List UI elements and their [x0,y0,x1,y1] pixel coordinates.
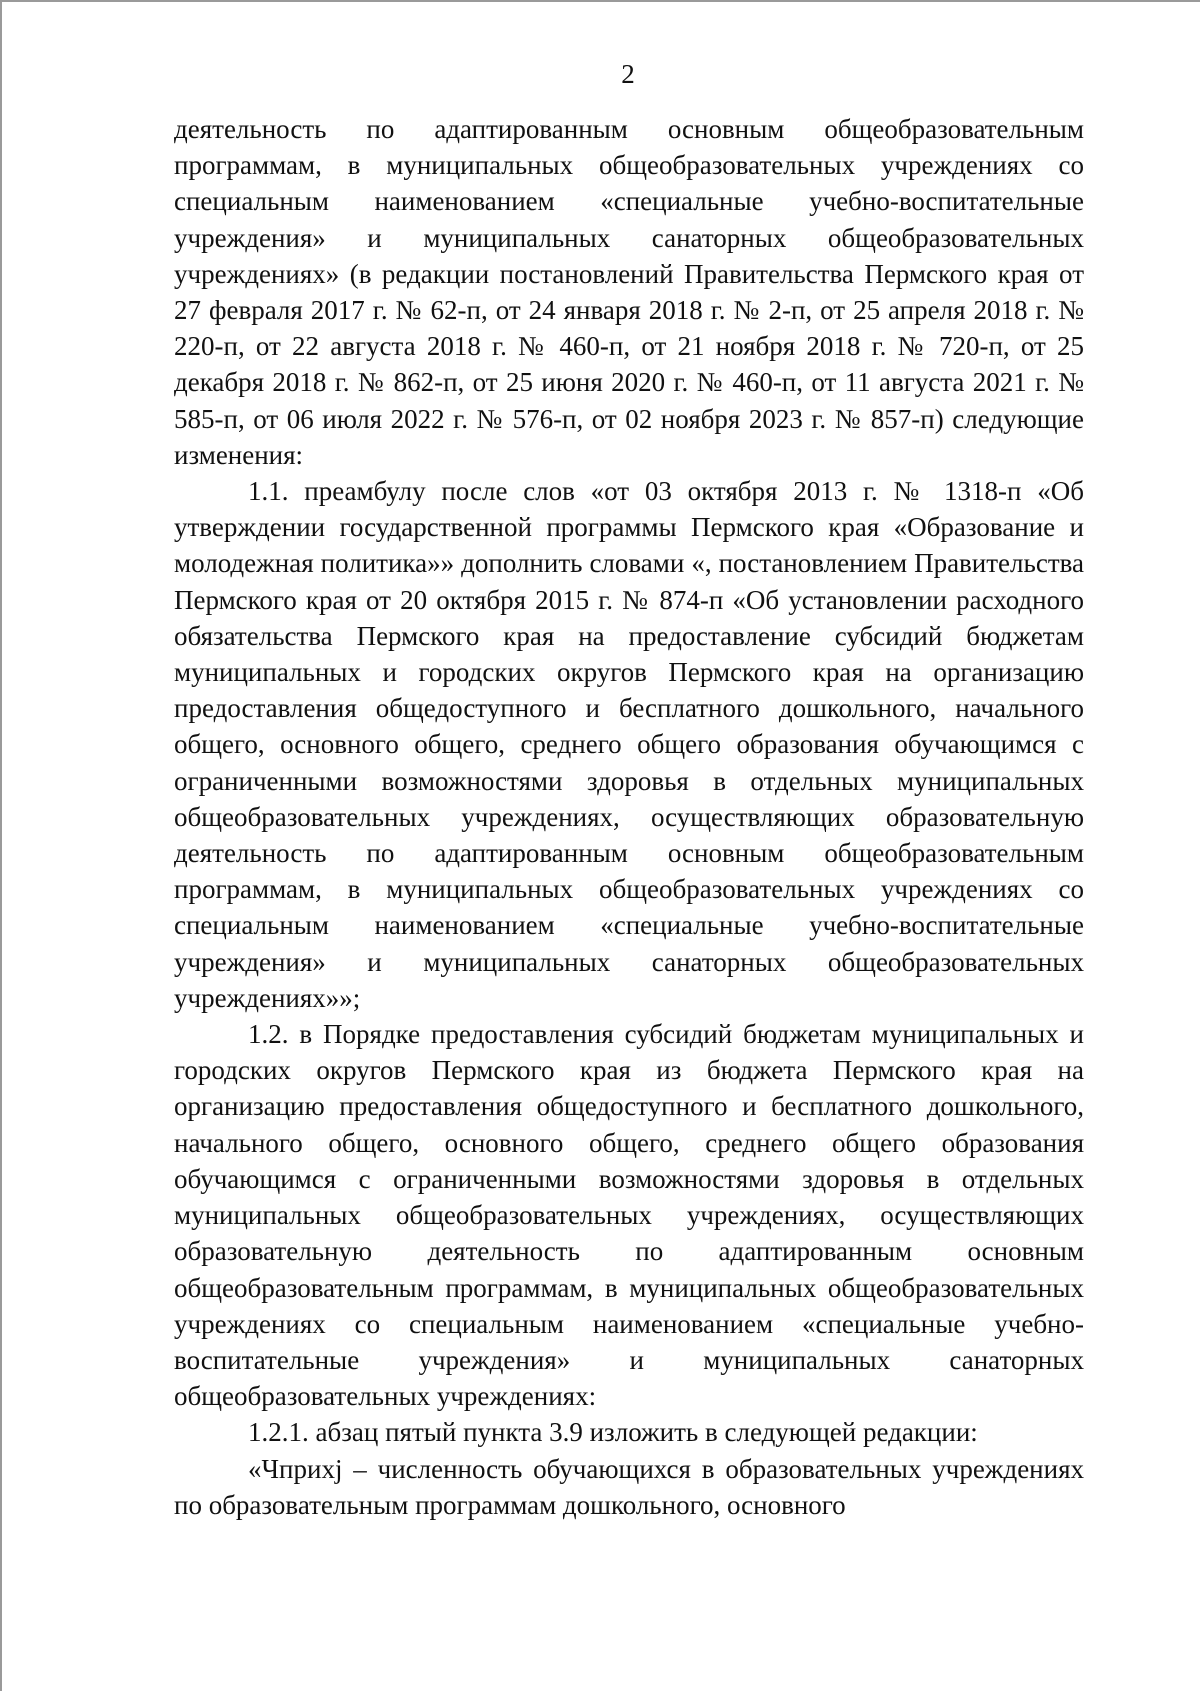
scan-edge-left [0,0,2,1691]
paragraph-item-1-2-1: 1.2.1. абзац пятый пункта 3.9 изложить в следующей редакции: [248,1417,978,1448]
document-body [174,111,1084,1523]
paragraph-quote: «Чприхj – численность обучающихся в образовательных учреждениях по образовательным программам дошкольного, основного [174,1453,1084,1520]
scan-edge-top [0,0,1200,2]
page-number: 2 [621,59,635,89]
paragraph-item-1-1: 1.1. преамбулу после слов «от 03 октября 2013 г. № 1318-п «Об утверждении государственной программы Пермского края «Образование и молодежная политика»» дополнить словами «, постановлением Правительства Пермского края от 20 октября 2015 г. № 874-п «Об установлении расходного обязательства Пермского края на предоставление субсидий бюджетам муниципальных и городских округов Пермского края на организацию предоставления общедоступного и бесплатного дошкольного, начального общего, основного общего, среднего общего образования обучающимся с ограниченными возможностями здоровья в отдельных муниципальных общеобразовательных учреждениях, осуществляющих образовательную деятельность по адаптированным основным общеобразовательным программам, в муниципальных общеобразовательных учреждениях со специальным наименованием «специальные учебно-воспитательные учреждения» и муниципальных санаторных общеобразовательных учреждениях»»; [174,476,1084,1013]
paragraph-item-1-2: 1.2. в Порядке предоставления субсидий бюджетам муниципальных и городских округов Пермского края из бюджета Пермского края на организацию предоставления общедоступного и бесплатного дошкольного, начального общего, основного общего, среднего общего образования обучающимся с ограниченными возможностями здоровья в отдельных муниципальных общеобразовательных учреждениях, осуществляющих образовательную деятельность по адаптированным основным общеобразовательным программам, в муниципальных общеобразовательных учреждениях со специальным наименованием «специальные учебно-воспитательные учреждения» и муниципальных санаторных общеобразовательных учреждениях: [174,1019,1084,1412]
paragraph-continuation: деятельность по адаптированным основным общеобразовательным программам, в муниципальных общеобразовательных учреждениях со специальным наименованием «специальные учебно-воспитательные учреждения» и муниципальных санаторных общеобразовательных учреждениях» (в редакции постановлений Правительства Пермского края от 27 февраля 2017 г. № 62-п, от 24 января 2018 г. № 2-п, от 25 апреля 2018 г. № 220-п, от 22 августа 2018 г. № 460-п, от 21 ноября 2018 г. № 720-п, от 25 декабря 2018 г. № 862-п, от 25 июня 2020 г. № 460-п, от 11 августа 2021 г. № 585-п, от 06 июля 2022 г. № 576-п, от 02 ноября 2023 г. № 857-п) следующие изменения: [174,114,1084,470]
